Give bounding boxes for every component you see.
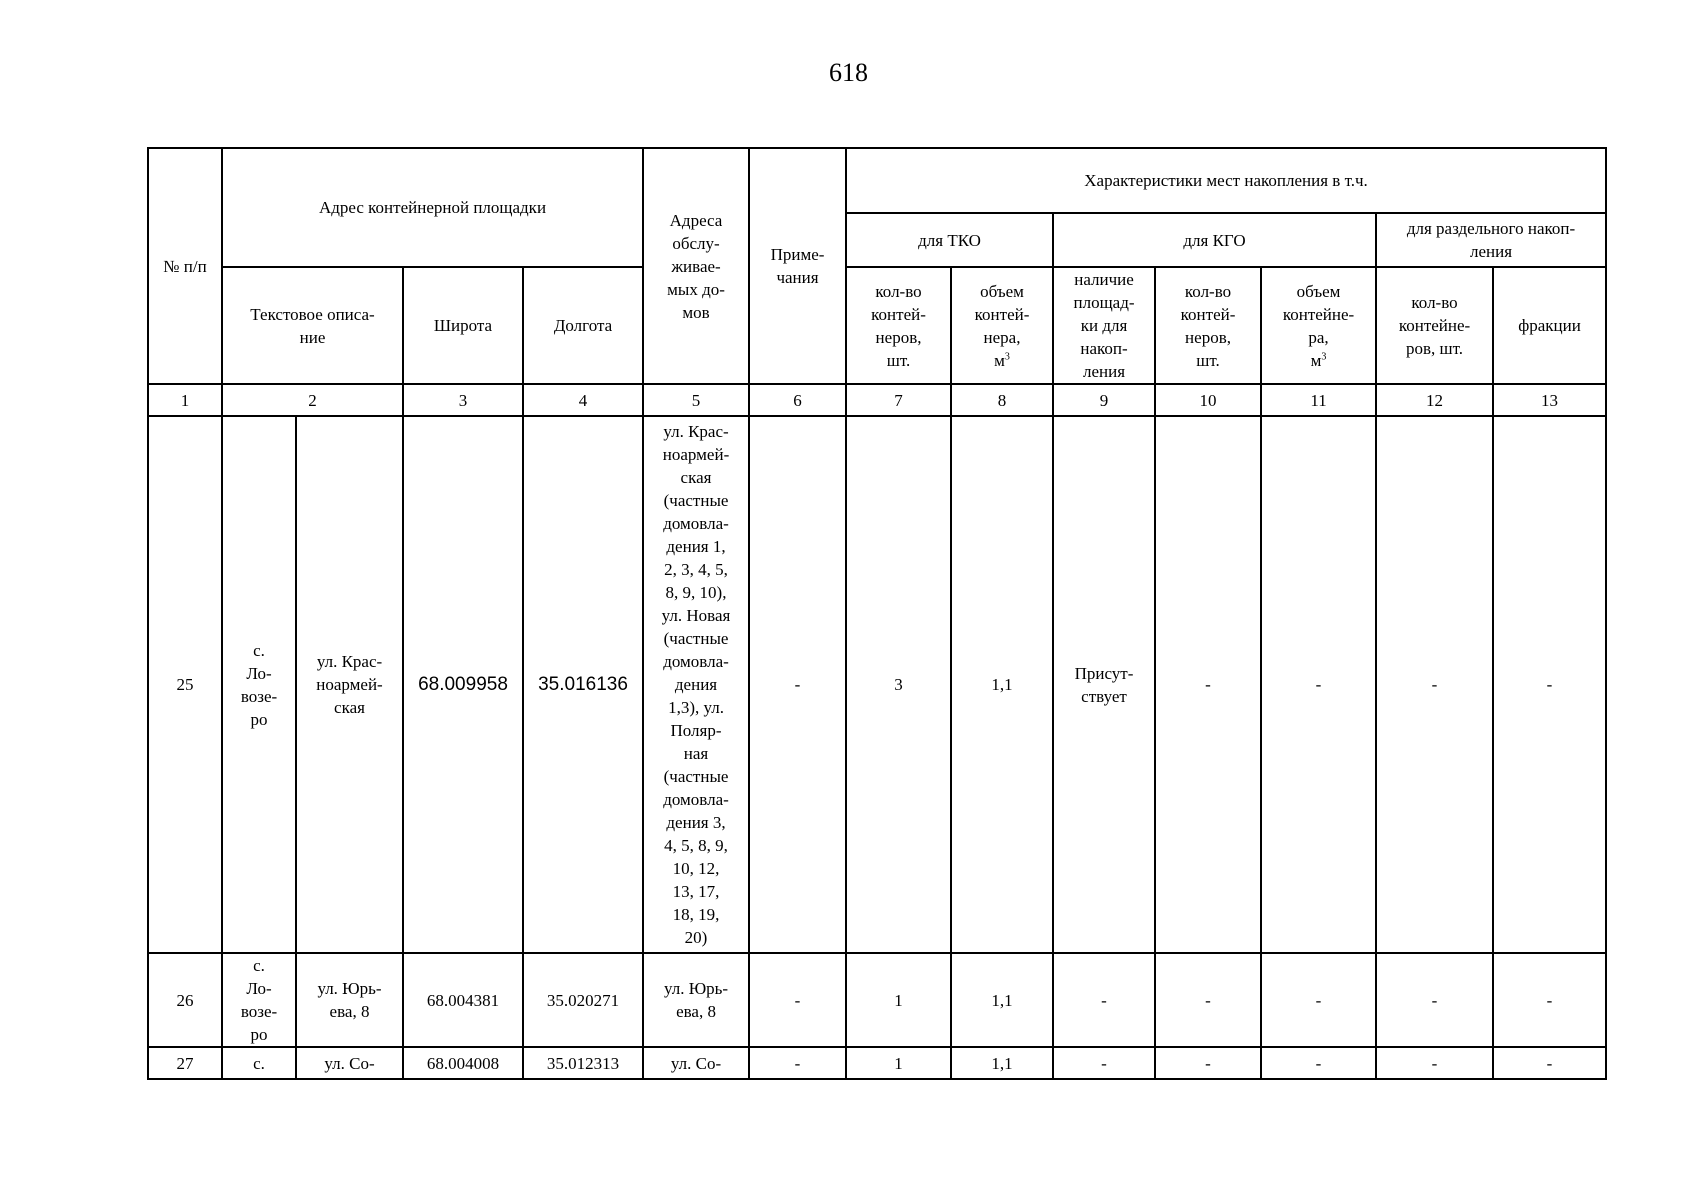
header-served-addresses bbox=[643, 148, 749, 384]
table-body bbox=[148, 416, 1606, 1079]
row-kgo-site bbox=[1053, 416, 1155, 953]
cell-line: дения bbox=[674, 675, 718, 694]
header-num: № п/п bbox=[148, 148, 222, 384]
row-street bbox=[296, 416, 403, 953]
cell-line: Приме- bbox=[770, 245, 825, 264]
cell-line: ноармей- bbox=[662, 445, 730, 464]
cell-line: Ло- bbox=[246, 663, 272, 683]
cell-line: неров, bbox=[875, 327, 922, 347]
cell-line: обслу- bbox=[672, 233, 720, 253]
cell-line: 8, 9, 10), bbox=[665, 583, 727, 602]
row-kgo-volume: - bbox=[1261, 1047, 1376, 1079]
cell-line: ро bbox=[250, 709, 268, 729]
table-row bbox=[148, 953, 1606, 1047]
row-notes: - bbox=[749, 1047, 846, 1079]
unit-superscript: 3 bbox=[1004, 350, 1010, 362]
cell-line: контей- bbox=[1180, 304, 1236, 324]
header-characteristics: Характеристики мест накопления в т.ч. bbox=[846, 148, 1606, 213]
cell-line: ева, 8 bbox=[676, 1002, 716, 1021]
cell-line: контей- bbox=[974, 304, 1030, 324]
col-number: 13 bbox=[1493, 384, 1606, 416]
header-notes bbox=[749, 148, 846, 384]
cell-line: ул. Со- bbox=[324, 1053, 375, 1073]
cell-line: ул. Новая bbox=[661, 606, 731, 625]
cell-line: для раздельного накоп- bbox=[1406, 219, 1576, 238]
cell-line: ул. Со- bbox=[670, 1053, 722, 1073]
row-kgo-site bbox=[1053, 1047, 1155, 1079]
row-longitude: 35.016136 bbox=[523, 416, 643, 953]
col-number: 6 bbox=[749, 384, 846, 416]
cell-line: ления bbox=[1082, 362, 1126, 381]
row-tko-count: 1 bbox=[846, 1047, 951, 1079]
cell-line: Адреса bbox=[669, 210, 723, 230]
row-notes: - bbox=[749, 416, 846, 953]
row-num: 26 bbox=[148, 953, 222, 1047]
row-tko-volume: 1,1 bbox=[951, 1047, 1053, 1079]
header-longitude: Долгота bbox=[523, 267, 643, 384]
cell-line: дения 1, bbox=[666, 537, 726, 556]
cell-line: 18, 19, bbox=[672, 905, 720, 924]
row-tko-count: 1 bbox=[846, 953, 951, 1047]
col-number: 9 bbox=[1053, 384, 1155, 416]
row-sep-fractions: - bbox=[1493, 953, 1606, 1047]
row-longitude: 35.012313 bbox=[523, 1047, 643, 1079]
cell-line: кол-во bbox=[1411, 293, 1458, 312]
cell-line: мов bbox=[682, 302, 710, 322]
row-num: 25 bbox=[148, 416, 222, 953]
cell-line: Поляр- bbox=[670, 721, 722, 740]
cell-line: возе- bbox=[240, 1002, 278, 1021]
row-served-addresses bbox=[643, 416, 749, 953]
cell-line: ки для bbox=[1080, 316, 1128, 335]
cell-line: контейне- bbox=[1282, 304, 1355, 324]
row-served-addresses bbox=[643, 953, 749, 1047]
row-tko-volume: 1,1 bbox=[951, 416, 1053, 953]
cell-line: 4, 5, 8, 9, bbox=[664, 836, 728, 855]
col-number: 3 bbox=[403, 384, 523, 416]
row-served-addresses bbox=[643, 1047, 749, 1079]
cell-line: с. bbox=[253, 1053, 265, 1073]
cell-line: ствует bbox=[1081, 686, 1127, 706]
cell-line: ская bbox=[680, 468, 712, 487]
header-kgo-volume bbox=[1261, 267, 1376, 384]
cell-line: нера, bbox=[983, 327, 1021, 347]
col-number: 7 bbox=[846, 384, 951, 416]
cell-line: домовла- bbox=[663, 514, 729, 533]
header-text-description bbox=[222, 267, 403, 384]
row-kgo-count: - bbox=[1155, 1047, 1261, 1079]
col-number: 8 bbox=[951, 384, 1053, 416]
row-street bbox=[296, 1047, 403, 1079]
col-number: 4 bbox=[523, 384, 643, 416]
container-sites-table bbox=[147, 147, 1607, 1080]
header-separate bbox=[1376, 213, 1606, 267]
col-number: 12 bbox=[1376, 384, 1493, 416]
table-row bbox=[148, 416, 1606, 953]
cell-line: (частные bbox=[663, 767, 729, 786]
cell-line: шт. bbox=[1196, 350, 1220, 370]
cell-line: ра, bbox=[1308, 327, 1329, 347]
row-kgo-volume: - bbox=[1261, 416, 1376, 953]
row-kgo-site bbox=[1053, 953, 1155, 1047]
unit-superscript: 3 bbox=[1321, 350, 1327, 362]
header-latitude: Широта bbox=[403, 267, 523, 384]
cell-line: объем bbox=[1296, 281, 1341, 301]
cell-line: с. bbox=[253, 956, 265, 975]
cell-line: ноармей- bbox=[316, 675, 383, 694]
cell-line: возе- bbox=[240, 686, 278, 706]
row-kgo-count: - bbox=[1155, 953, 1261, 1047]
cell-line: контейне- bbox=[1398, 316, 1471, 335]
cell-line: кол-во bbox=[1184, 281, 1232, 301]
cell-line: наличие bbox=[1074, 270, 1134, 289]
row-sep-fractions: - bbox=[1493, 416, 1606, 953]
cell-line: 20) bbox=[684, 928, 708, 947]
cell-line: кол-во bbox=[875, 281, 922, 301]
row-sep-count: - bbox=[1376, 416, 1493, 953]
header-kgo-site bbox=[1053, 267, 1155, 384]
cell-line: мых до- bbox=[667, 279, 725, 299]
row-tko-volume: 1,1 bbox=[951, 953, 1053, 1047]
row-locality bbox=[222, 953, 296, 1047]
cell-line: ул. Юрь- bbox=[317, 979, 382, 998]
header-sep-count bbox=[1376, 267, 1493, 384]
row-latitude: 68.004381 bbox=[403, 953, 523, 1047]
cell-line: площад- bbox=[1073, 293, 1135, 312]
cell-line: неров, bbox=[1185, 327, 1231, 347]
column-numbers-row bbox=[148, 384, 1606, 416]
row-locality bbox=[222, 416, 296, 953]
cell-line: домовла- bbox=[663, 652, 729, 671]
cell-line: ров, шт. bbox=[1406, 339, 1464, 358]
cell-line: ул. Крас- bbox=[316, 652, 383, 671]
cell-line: $м^3$ bbox=[1310, 350, 1327, 370]
cell-line: ние bbox=[299, 327, 326, 347]
cell-line: ул. Крас- bbox=[663, 422, 729, 441]
cell-line: шт. bbox=[886, 350, 911, 370]
row-latitude: 68.009958 bbox=[403, 416, 523, 953]
cell-line: ления bbox=[1469, 242, 1513, 261]
header-kgo-count bbox=[1155, 267, 1261, 384]
header-sep-fractions: фракции bbox=[1493, 267, 1606, 384]
cell-line: ская bbox=[334, 698, 365, 717]
row-sep-fractions: - bbox=[1493, 1047, 1606, 1079]
cell-line: - bbox=[1101, 1053, 1107, 1073]
row-sep-count: - bbox=[1376, 1047, 1493, 1079]
col-number: 1 bbox=[148, 384, 222, 416]
row-latitude: 68.004008 bbox=[403, 1047, 523, 1079]
header-tko: для ТКО bbox=[846, 213, 1053, 267]
col-number: 11 bbox=[1261, 384, 1376, 416]
col-number: 10 bbox=[1155, 384, 1261, 416]
row-num: 27 bbox=[148, 1047, 222, 1079]
cell-line: 10, 12, bbox=[672, 859, 720, 878]
row-kgo-count: - bbox=[1155, 416, 1261, 953]
row-notes: - bbox=[749, 953, 846, 1047]
row-street bbox=[296, 953, 403, 1047]
page-number: 618 bbox=[829, 58, 868, 87]
row-locality bbox=[222, 1047, 296, 1079]
cell-line: 2, 3, 4, 5, bbox=[664, 560, 728, 579]
cell-line: Текстовое описа- bbox=[250, 304, 375, 324]
row-sep-count: - bbox=[1376, 953, 1493, 1047]
header-address-group: Адрес контейнерной площадки bbox=[222, 148, 643, 267]
header-kgo: для КГО bbox=[1053, 213, 1376, 267]
cell-line: ул. Юрь- bbox=[663, 979, 729, 998]
cell-line: (частные bbox=[663, 629, 729, 648]
cell-line: домовла- bbox=[663, 790, 729, 809]
row-tko-count: 3 bbox=[846, 416, 951, 953]
table-row bbox=[148, 1047, 1606, 1079]
cell-line: дения 3, bbox=[666, 813, 726, 832]
cell-line: с. bbox=[253, 640, 265, 660]
header-tko-count bbox=[846, 267, 951, 384]
col-number: 5 bbox=[643, 384, 749, 416]
col-number: 2 bbox=[222, 384, 403, 416]
cell-line: чания bbox=[776, 268, 819, 287]
cell-line: - bbox=[1101, 990, 1107, 1010]
cell-line: 1,3), ул. bbox=[668, 698, 724, 717]
table-header bbox=[148, 148, 1606, 416]
cell-line: контей- bbox=[871, 304, 926, 324]
header-tko-volume bbox=[951, 267, 1053, 384]
row-kgo-volume: - bbox=[1261, 953, 1376, 1047]
cell-line: живае- bbox=[671, 256, 721, 276]
cell-line: накоп- bbox=[1080, 339, 1128, 358]
cell-line: Ло- bbox=[246, 979, 272, 998]
row-longitude: 35.020271 bbox=[523, 953, 643, 1047]
cell-line: 13, 17, bbox=[672, 882, 720, 901]
cell-line: $м^3$ bbox=[994, 350, 1010, 370]
cell-line: Присут- bbox=[1074, 663, 1134, 683]
cell-line: объем bbox=[980, 281, 1024, 301]
cell-line: (частные bbox=[663, 491, 729, 510]
cell-line: ева, 8 bbox=[329, 1002, 370, 1021]
cell-line: ная bbox=[683, 744, 709, 763]
cell-line: ро bbox=[250, 1025, 268, 1044]
